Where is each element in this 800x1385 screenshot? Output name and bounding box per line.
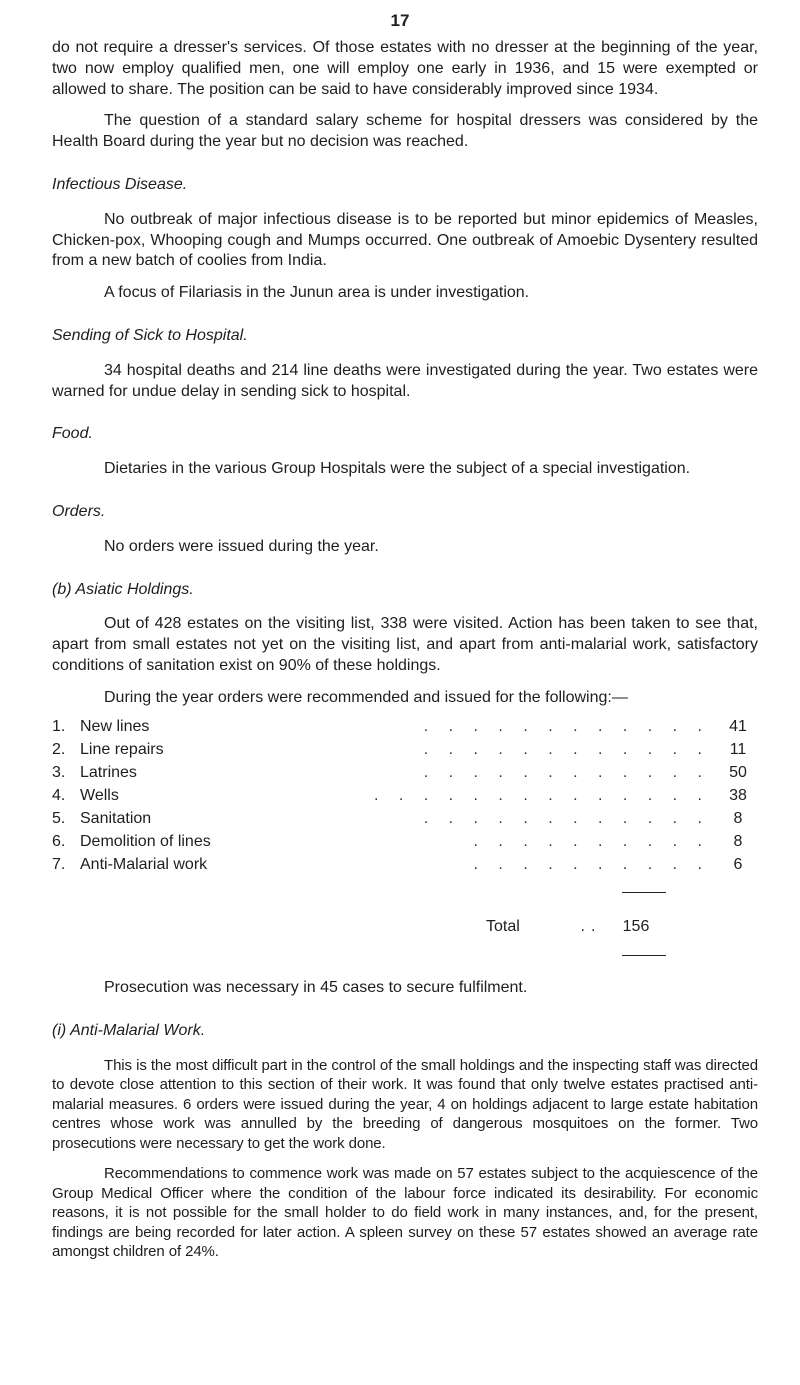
list-item-number: 5. xyxy=(52,809,66,827)
paragraph-orders-intro: During the year orders were recommended and issued for the following:— xyxy=(104,688,628,706)
total-value: 156 xyxy=(622,917,650,935)
paragraph-dietaries: Dietaries in the various Group Hospitals were the subject of a special investigation. xyxy=(104,460,691,478)
list-item xyxy=(52,740,758,763)
list-item-number: 6. xyxy=(52,832,66,850)
list-item-label: Line repairs xyxy=(80,740,164,758)
paragraph-dressers: do not require a dresser's services. Of those estates with no dresser at the beginning of the year, two now employ qualified men, one will employ one early in 1936, and 15 were exempted or allowed to share. The position can be said to have considerably improved since 1934. xyxy=(52,39,758,98)
page-number: 17 xyxy=(390,11,410,30)
total-leader-dots: .. xyxy=(580,917,602,935)
total-label: Total xyxy=(486,917,520,935)
list-item-value: 8 xyxy=(733,832,743,850)
leader-dots: . . . . . . . . . . xyxy=(473,855,710,873)
list-item-number: 1. xyxy=(52,717,66,735)
list-item-label: Sanitation xyxy=(80,809,152,827)
page-body xyxy=(52,38,758,1273)
list-item-value: 38 xyxy=(729,786,747,804)
list-item-label: Latrines xyxy=(80,763,137,781)
paragraph-estates-visited: Out of 428 estates on the visiting list, 338 were visited. Action has been taken to see that, apart from small estates not yet on the visiting list, and apart from anti-malarial work, satisfactory conditions of sanitation exist on 90% of these holdings. xyxy=(52,615,758,674)
leader-dots: . . . . . . . . . . . . xyxy=(423,763,710,781)
list-item-value: 11 xyxy=(729,740,747,758)
heading-asiatic-holdings: (b) Asiatic Holdings. xyxy=(52,580,194,598)
leader-dots: . . . . . . . . . . . . xyxy=(423,740,710,758)
list-item-value: 50 xyxy=(729,763,747,781)
total-rule-top xyxy=(622,892,666,893)
paragraph-prosecution: Prosecution was necessary in 45 cases to secure fulfilment. xyxy=(104,979,528,997)
heading-sending-sick: Sending of Sick to Hospital. xyxy=(52,326,248,344)
total-rule-bottom xyxy=(622,955,666,956)
list-item xyxy=(52,786,758,809)
list-item-number: 4. xyxy=(52,786,66,804)
list-item-label: New lines xyxy=(80,717,150,735)
list-item xyxy=(52,832,758,855)
list-item xyxy=(52,763,758,786)
heading-anti-malarial-work: (i) Anti-Malarial Work. xyxy=(52,1022,206,1040)
leader-dots: . . . . . . . . . . . . xyxy=(423,717,710,735)
list-item-label: Demolition of lines xyxy=(80,832,211,850)
list-item-number: 2. xyxy=(52,740,66,758)
paragraph-salary-scheme: The question of a standard salary scheme for hospital dressers was considered by the Health Board during the year but no decision was reached. xyxy=(52,112,758,151)
leader-dots: . . . . . . . . . . . . xyxy=(423,809,710,827)
list-item-label: Wells xyxy=(80,786,119,804)
paragraph-anti-malarial-control: This is the most difficult part in the control of the small holdings and the inspecting staff was directed to devote close attention to this section of their work. It was found that only twelve estates practised anti-malarial measures. 6 orders were issued during the year, 4 on holdings adjacent to large estate habitation centres whose work was annulled by the breeding of dangerous mosquitoes on the former. Two prosecutions were necessary to get the work done. xyxy=(52,1056,758,1152)
list-item xyxy=(52,855,758,878)
list-item xyxy=(52,717,758,740)
list-item-value: 41 xyxy=(729,717,747,735)
list-item-number: 7. xyxy=(52,855,66,873)
list-item-value: 8 xyxy=(733,809,743,827)
heading-food: Food. xyxy=(52,425,93,443)
list-item-value: 6 xyxy=(733,855,743,873)
list-item xyxy=(52,809,758,832)
list-item-label: Anti-Malarial work xyxy=(80,855,208,873)
orders-list xyxy=(52,717,758,878)
anti-malarial-section xyxy=(52,1056,758,1262)
paragraph-outbreaks: No outbreak of major infectious disease is to be reported but minor epidemics of Measles, Chicken-pox, Whooping cough and Mumps occurred. One outbreak of Amoebic Dysentery resulted from a new batch of coolies from India. xyxy=(52,210,758,270)
total-row xyxy=(52,917,758,938)
list-item-number: 3. xyxy=(52,763,66,781)
paragraph-hospital-deaths: 34 hospital deaths and 214 line deaths were investigated during the year. Two estates were warned for undue delay in sending sick to hospital. xyxy=(52,361,758,400)
heading-infectious-disease: Infectious Disease. xyxy=(52,175,188,193)
leader-dots: . . . . . . . . . . xyxy=(473,832,710,850)
paragraph-no-orders: No orders were issued during the year. xyxy=(104,537,379,555)
heading-orders: Orders. xyxy=(52,502,106,520)
paragraph-recommendations: Recommendations to commence work was made on 57 estates subject to the acquiescence of the Group Medical Officer where the condition of the labour force indicated its desirability. For economic reasons, it is not possible for the small holder to do field work in many instances, and, for the present, findings are being recorded for later action. A spleen survey on these 57 estates showed an average rate amongst children of 24%. xyxy=(52,1165,758,1261)
leader-dots: . . . . . . . . . . . . . . xyxy=(373,786,710,804)
paragraph-filariasis: A focus of Filariasis in the Junun area is under investigation. xyxy=(104,284,530,302)
